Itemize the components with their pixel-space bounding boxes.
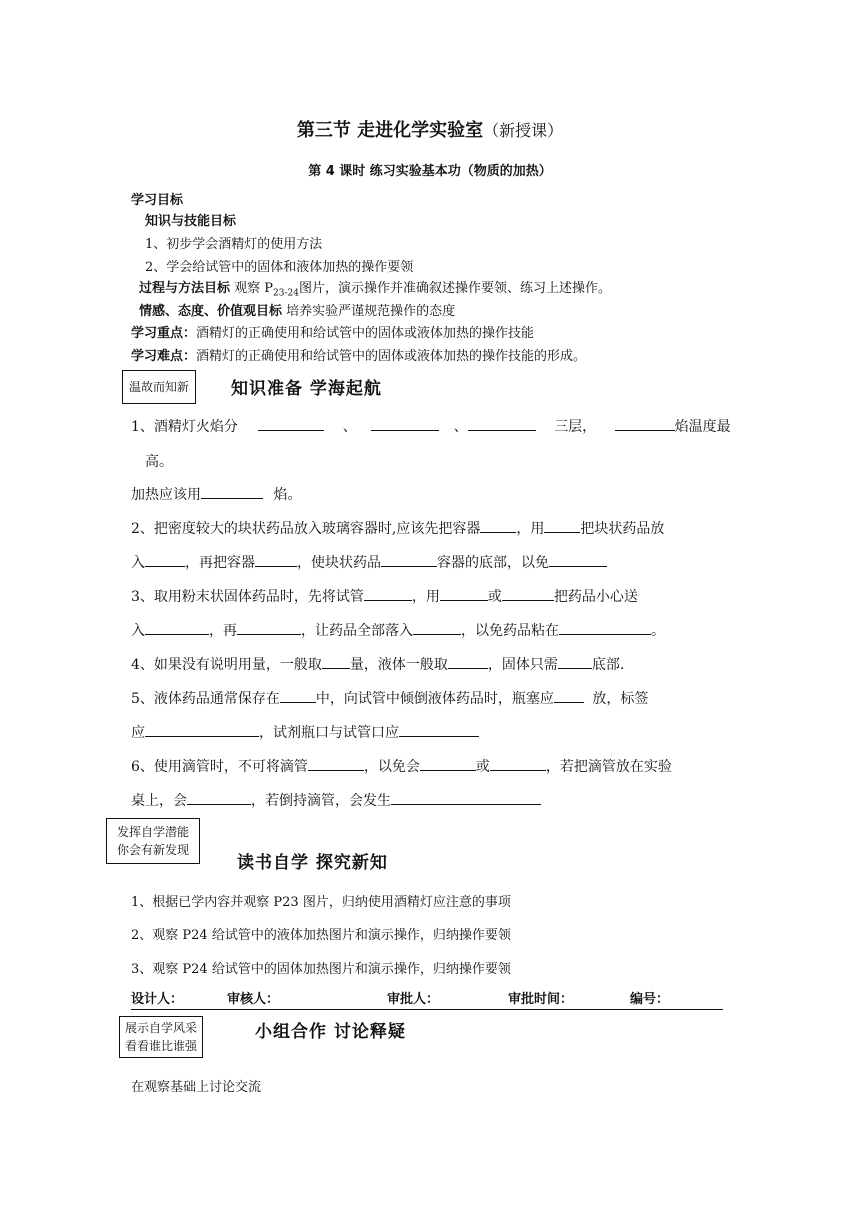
q5b-text-1: 应	[131, 725, 145, 741]
knowledge-goal-2: 2、学会给试管中的固体和液体加热的操作要领	[145, 260, 414, 275]
q3-text-4: 把药品小心送	[553, 589, 638, 605]
q3b-blank-2[interactable]	[237, 620, 301, 635]
q4-text-1: 4、如果没有说明用量，一般取	[131, 657, 322, 673]
process-goal-pages: 23-24	[273, 288, 299, 299]
section2-heading: 读书自学 探究新知	[237, 853, 388, 873]
approval-time-label: 审批时间：	[508, 992, 574, 1007]
q6-text-1: 6、使用滴管时，不可将滴管	[131, 759, 308, 775]
q3-text-1: 3、取用粉末状固体药品时，先将试管	[131, 589, 364, 605]
approval-line	[131, 988, 723, 1010]
question-5-line2	[131, 722, 479, 742]
q2b-blank-3[interactable]	[381, 552, 437, 567]
q2b-text-3: ，使块状药品	[297, 555, 381, 571]
question-3-line2	[131, 620, 665, 640]
section2-item-3: 3、观察 P24 给试管中的固体加热图片和演示操作，归纳操作要领	[131, 962, 511, 977]
question-5	[131, 688, 648, 708]
question-2-line2	[131, 552, 607, 572]
emotion-goal-heading: 情感、态度、价值观目标	[139, 304, 283, 319]
section1-box-label: 温故而知新	[122, 370, 196, 404]
page-title	[0, 116, 860, 142]
q2b-blank-2[interactable]	[255, 552, 297, 567]
key-point-text: 酒精灯的正确使用和给试管中的固体或液体加热的操作技能	[196, 326, 535, 341]
q1-sep-2: 、	[453, 419, 468, 435]
goals-heading: 学习目标	[131, 193, 184, 208]
q1-blank-2[interactable]	[371, 416, 439, 431]
q5-text-2: 中，向试管中倾倒液体药品时，瓶塞应	[315, 691, 554, 707]
question-3	[131, 586, 638, 606]
process-goal-text-a: 观察 P	[234, 281, 274, 296]
q5-blank-2[interactable]	[554, 688, 584, 703]
q1c-blank[interactable]	[201, 484, 263, 499]
q3b-text-3: ，让药品全部落入	[301, 623, 413, 639]
q5b-blank-1[interactable]	[145, 722, 259, 737]
q6b-text-2: ，若倒持滴管，会发生	[251, 793, 391, 809]
q1c-text-b: 焰。	[273, 487, 302, 503]
q1c-text-a: 加热应该用	[131, 487, 201, 503]
q5-text-3: 放，标签	[592, 691, 649, 707]
process-goal-heading: 过程与方法目标	[139, 281, 231, 296]
knowledge-goal-heading: 知识与技能目标	[145, 214, 237, 229]
knowledge-goal-1: 1、初步学会酒精灯的使用方法	[145, 237, 323, 252]
q4-blank-1[interactable]	[322, 654, 350, 669]
q3b-blank-1[interactable]	[145, 620, 209, 635]
q1-text-end: 焰温度最	[674, 419, 731, 435]
difficulty-point	[131, 345, 586, 364]
q3b-text-4: ，以免药品粘在	[461, 623, 559, 639]
question-1	[131, 416, 731, 436]
key-point	[131, 322, 534, 341]
q3-blank-1[interactable]	[364, 586, 412, 601]
q3-blank-3[interactable]	[502, 586, 554, 601]
reviewer-label: 审核人：	[227, 992, 280, 1007]
section3-box-line2: 看看谁比谁强	[125, 1039, 198, 1053]
question-4	[131, 654, 624, 674]
q1-text-a: 1、酒精灯火焰分	[131, 419, 238, 435]
q1-blank-4[interactable]	[615, 416, 675, 431]
q5-text-1: 5、液体药品通常保存在	[131, 691, 280, 707]
lesson-subtitle: 第 4 课时 练习实验基本功（物质的加热）	[308, 164, 552, 179]
q1-blank-1[interactable]	[258, 416, 324, 431]
q6-text-2: ，以免会	[363, 759, 420, 775]
q6-blank-1[interactable]	[308, 756, 364, 771]
q2-blank-2[interactable]	[544, 518, 580, 533]
q2-text-1: 2、把密度较大的块状药品放入玻璃容器时,应该先把容器	[131, 521, 481, 537]
section3-heading: 小组合作 讨论释疑	[255, 1022, 406, 1042]
process-goal	[139, 277, 611, 299]
q6-blank-2[interactable]	[420, 756, 476, 771]
q4-text-3: ，固体只需	[487, 657, 558, 673]
title-main: 第三节 走进化学实验室	[296, 120, 484, 141]
section2-item-1: 1、根据已学内容并观察 P23 图片，归纳使用酒精灯应注意的事项	[131, 895, 511, 910]
section2-box-line2: 你会有新发现	[117, 843, 190, 857]
section1-heading: 知识准备 学海起航	[231, 379, 382, 399]
q3b-blank-3[interactable]	[413, 620, 461, 635]
q2b-text-4: 容器的底部，以免	[437, 555, 549, 571]
q6-blank-3[interactable]	[490, 756, 546, 771]
q2-text-3: 把块状药品放	[580, 521, 665, 537]
designer-label: 设计人：	[131, 992, 184, 1007]
difficulty-text: 酒精灯的正确使用和给试管中的固体或液体加热的操作技能的形成。	[196, 349, 587, 364]
emotion-goal-text: 培养实验严谨规范操作的态度	[286, 304, 456, 319]
q3b-text-5: 。	[651, 623, 665, 639]
q3-text-2: ，用	[411, 589, 440, 605]
q3b-text-2: ，再	[209, 623, 237, 639]
q3b-blank-4[interactable]	[559, 620, 651, 635]
q2b-text-1: 入	[131, 555, 145, 571]
section3-box-line1: 展示自学风采	[125, 1021, 198, 1035]
q2b-blank-4[interactable]	[549, 552, 607, 567]
number-label: 编号：	[630, 992, 670, 1007]
q4-text-2: 量，液体一般取	[349, 657, 448, 673]
q1-continued: 高。	[145, 454, 173, 470]
section2-item-2: 2、观察 P24 给试管中的液体加热图片和演示操作，归纳操作要领	[131, 928, 511, 943]
q6b-text-1: 桌上，会	[131, 793, 187, 809]
q4-blank-3[interactable]	[558, 654, 592, 669]
q3-text-3: 或	[487, 589, 502, 605]
section2-box-line1: 发挥自学潜能	[117, 825, 190, 839]
q5b-blank-2[interactable]	[399, 722, 479, 737]
key-point-heading: 学习重点：	[131, 326, 197, 341]
section3-text: 在观察基础上讨论交流	[131, 1080, 262, 1095]
q1-sep-1: 、	[342, 419, 357, 435]
emotion-goal	[139, 300, 455, 319]
section2-box-label	[106, 818, 200, 864]
question-6-line2	[131, 790, 541, 810]
difficulty-heading: 学习难点：	[131, 349, 197, 364]
process-goal-text-b: 图片，演示操作并准确叙述操作要领、练习上述操作。	[299, 281, 612, 296]
q3b-text-1: 入	[131, 623, 145, 639]
q1-text-mid: 三层，	[554, 419, 597, 435]
q6-text-3: 或	[475, 759, 490, 775]
q5-blank-1[interactable]	[280, 688, 316, 703]
q6b-blank-1[interactable]	[187, 790, 251, 805]
question-6	[131, 756, 672, 776]
q2b-blank-1[interactable]	[145, 552, 185, 567]
q6b-blank-2[interactable]	[391, 790, 541, 805]
title-note: （新授课）	[483, 121, 564, 140]
q2-blank-1[interactable]	[480, 518, 516, 533]
q5b-text-2: ，试剂瓶口与试管口应	[259, 725, 399, 741]
q4-text-4: 底部.	[591, 657, 625, 673]
q2b-text-2: ，再把容器	[185, 555, 255, 571]
q3-blank-2[interactable]	[440, 586, 488, 601]
q2-text-2: ，用	[516, 521, 545, 537]
q1-heat	[131, 484, 301, 504]
question-2	[131, 518, 664, 538]
q4-blank-2[interactable]	[448, 654, 488, 669]
q1-blank-3[interactable]	[468, 416, 536, 431]
section3-box-label	[119, 1016, 203, 1058]
approver-label: 审批人：	[387, 992, 440, 1007]
q6-text-4: ，若把滴管放在实验	[545, 759, 672, 775]
